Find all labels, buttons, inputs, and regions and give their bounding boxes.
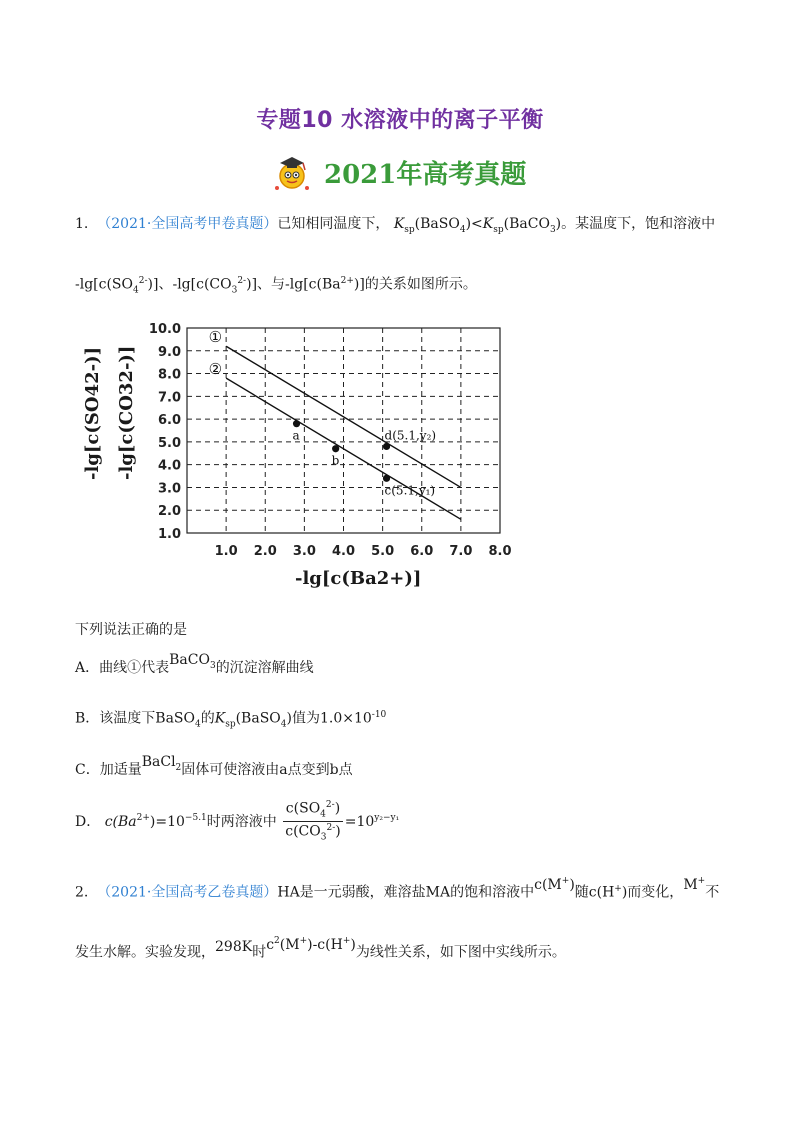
expr-sup: 2- (237, 276, 247, 286)
y-axis-label-co3: -lg[c(CO32-)] (116, 345, 137, 480)
text: 的 (200, 710, 215, 727)
expr-so4: -lg[c(SO (75, 276, 134, 293)
exponent: + (697, 876, 706, 886)
num-end: ) (334, 800, 341, 817)
option-c-label: C．加适量 (75, 762, 142, 778)
formula: (M (279, 936, 300, 953)
y-tick-label: 3.0 (157, 481, 181, 497)
expr-end: )] (246, 276, 258, 293)
expr-co3: -lg[c(CO (172, 276, 232, 293)
exponent: y₂−y₁ (374, 813, 400, 824)
series-line-2 (226, 378, 461, 519)
paren-close: ) (286, 710, 292, 727)
x-tick-label: 6.0 (410, 544, 434, 559)
option-c-tail: 固体可使溶液由a点变到b点 (181, 762, 353, 778)
expr-end: )] (353, 276, 365, 293)
option-a[interactable] (75, 652, 314, 680)
solubility-chart (80, 318, 520, 598)
x-tick-label: 3.0 (292, 544, 316, 559)
den-end: ) (335, 823, 341, 840)
series-label-2: ② (208, 360, 223, 379)
paren-close: ) (555, 216, 562, 232)
badge-label: 2021年高考真题 (324, 160, 527, 190)
text: 时两溶液中 (206, 813, 277, 830)
point-label: a (292, 428, 300, 443)
y-tick-label: 9.0 (157, 344, 181, 360)
formula: c(M (534, 876, 562, 893)
y-axis-label-so4: -lg[c(SO42-)] (82, 346, 103, 480)
den-sup: 2- (326, 823, 336, 834)
point-label: c(5.1,y₁) (384, 483, 436, 498)
d-conc: c(Ba (104, 813, 137, 830)
point-label: d(5.1,y₂) (384, 428, 437, 443)
formula: BaCl (141, 754, 176, 770)
year-badge (272, 152, 527, 192)
formula: ) (350, 936, 356, 953)
option-a-label: A．曲线①代表 (75, 660, 170, 676)
q2-text: )而变化， (621, 884, 684, 901)
q2-text: 时 (252, 944, 267, 961)
formula: )-c(H (307, 936, 343, 953)
q1-source: （2021·全国高考甲卷真题） (97, 216, 278, 232)
data-point (332, 445, 339, 452)
expr-sup: 2- (138, 276, 148, 286)
x-axis-label: -lg[c(Ba2+)] (295, 568, 422, 589)
num-text: c(SO (285, 800, 321, 817)
q1-stem-a: 已知相同温度下， (277, 216, 390, 232)
x-tick-label: 4.0 (331, 544, 356, 559)
exponent: + (614, 884, 622, 894)
exponent: -10 (371, 710, 387, 720)
y-tick-label: 6.0 (157, 413, 181, 429)
x-tick-label: 8.0 (488, 544, 512, 559)
paren-close: ) (465, 216, 472, 232)
ratio-fraction (283, 800, 342, 844)
exponent: −5.1 (184, 813, 207, 824)
formula: BaCO (169, 652, 210, 668)
q2-line1 (75, 876, 720, 901)
q1-number: 1. (75, 216, 89, 232)
y-tick-label: 1.0 (157, 527, 181, 542)
q2-text: 随c(H (574, 884, 615, 901)
y-tick-label: 5.0 (157, 435, 181, 451)
expr-end: )] (147, 276, 159, 293)
y-tick-label: 2.0 (157, 504, 181, 520)
q2-number: 2. (75, 884, 89, 901)
q1-line1 (75, 216, 715, 236)
q1-stem-b: 。某温度下，饱和溶液中 (561, 216, 716, 232)
y-tick-label: 7.0 (157, 390, 181, 406)
ksp-sub: sp (493, 224, 504, 235)
y-tick-label: 8.0 (157, 367, 181, 383)
q2-source: （2021·全国高考乙卷真题） (97, 884, 278, 901)
exponent: + (299, 936, 308, 946)
q1-prompt: 下列说法正确的是 (75, 622, 187, 638)
text: ) (569, 876, 575, 893)
q2-text: 发生水解。实验发现， (75, 944, 215, 961)
formula: (BaSO (235, 710, 281, 727)
formula-baso4: (BaSO (414, 216, 460, 232)
less-than: < (471, 216, 483, 232)
den-sub: 3 (320, 832, 327, 843)
x-tick-label: 5.0 (371, 544, 395, 559)
x-tick-label: 1.0 (214, 544, 238, 559)
separator: 、与 (257, 276, 286, 293)
data-point (383, 475, 390, 482)
q1-line2-tail: 的关系如图所示。 (364, 276, 477, 293)
ksp-symbol: K (214, 710, 226, 727)
q2-text: 不 (705, 884, 720, 901)
formula-sub: 4 (195, 719, 201, 730)
num-sup: 2- (325, 800, 335, 810)
formula-sub: 2 (175, 762, 182, 773)
formula: BaSO (155, 710, 195, 727)
option-b-tail: 值为1.0×10 (291, 710, 372, 727)
option-b[interactable] (75, 710, 386, 730)
num-sub: 4 (320, 809, 326, 820)
expr-sup: 2+ (340, 276, 354, 286)
x-tick-label: 7.0 (449, 544, 473, 559)
option-b-label: B．该温度下 (75, 710, 156, 727)
formula: c (266, 936, 275, 953)
ksp-sub: sp (404, 224, 415, 235)
formula-sub: 4 (280, 719, 287, 730)
formula: M (683, 876, 698, 893)
ksp-symbol: K (393, 216, 405, 232)
q2-text: 为线性关系，如下图中实线所示。 (355, 944, 566, 961)
x-tick-label: 2.0 (253, 544, 277, 559)
expr-sub: 3 (231, 285, 238, 296)
temperature: 298K (215, 938, 253, 955)
q2-line2 (75, 936, 566, 961)
separator: 、 (158, 276, 173, 293)
formula-sub: 3 (549, 224, 556, 235)
option-c[interactable] (75, 754, 353, 782)
page-title: 专题10 水溶液中的离子平衡 (256, 108, 544, 133)
option-d-label: D． (75, 813, 101, 830)
data-point (293, 420, 300, 427)
exponent: + (342, 936, 351, 946)
exponent: 2+ (136, 813, 150, 824)
exponent: 2 (274, 936, 280, 946)
data-point (383, 443, 390, 450)
ksp-sub: sp (225, 719, 236, 730)
ksp-symbol: K (482, 216, 494, 232)
y-tick-label: 10.0 (148, 322, 181, 337)
fraction-numerator (283, 800, 342, 822)
expr-sub: 4 (133, 285, 139, 296)
formula-baco3: (BaCO (503, 216, 550, 232)
expr-ba: -lg[c(Ba (285, 276, 341, 293)
q2-text: HA是一元弱酸，难溶盐MA的饱和溶液中 (277, 884, 535, 901)
text: =10 (344, 813, 375, 830)
exponent: + (561, 876, 570, 886)
series-label-1: ① (208, 328, 223, 347)
formula-sub: 4 (459, 224, 466, 235)
text: )=10 (149, 813, 185, 830)
option-d[interactable] (75, 800, 399, 844)
y-tick-label: 4.0 (157, 458, 181, 474)
fraction-denominator (283, 822, 342, 843)
point-label: b (331, 453, 340, 468)
graduation-mascot-icon (272, 152, 312, 192)
den-text: c(CO (285, 823, 321, 840)
q1-line2 (75, 276, 477, 296)
option-a-tail: 的沉淀溶解曲线 (215, 660, 314, 676)
formula-sub: 3 (209, 660, 216, 671)
